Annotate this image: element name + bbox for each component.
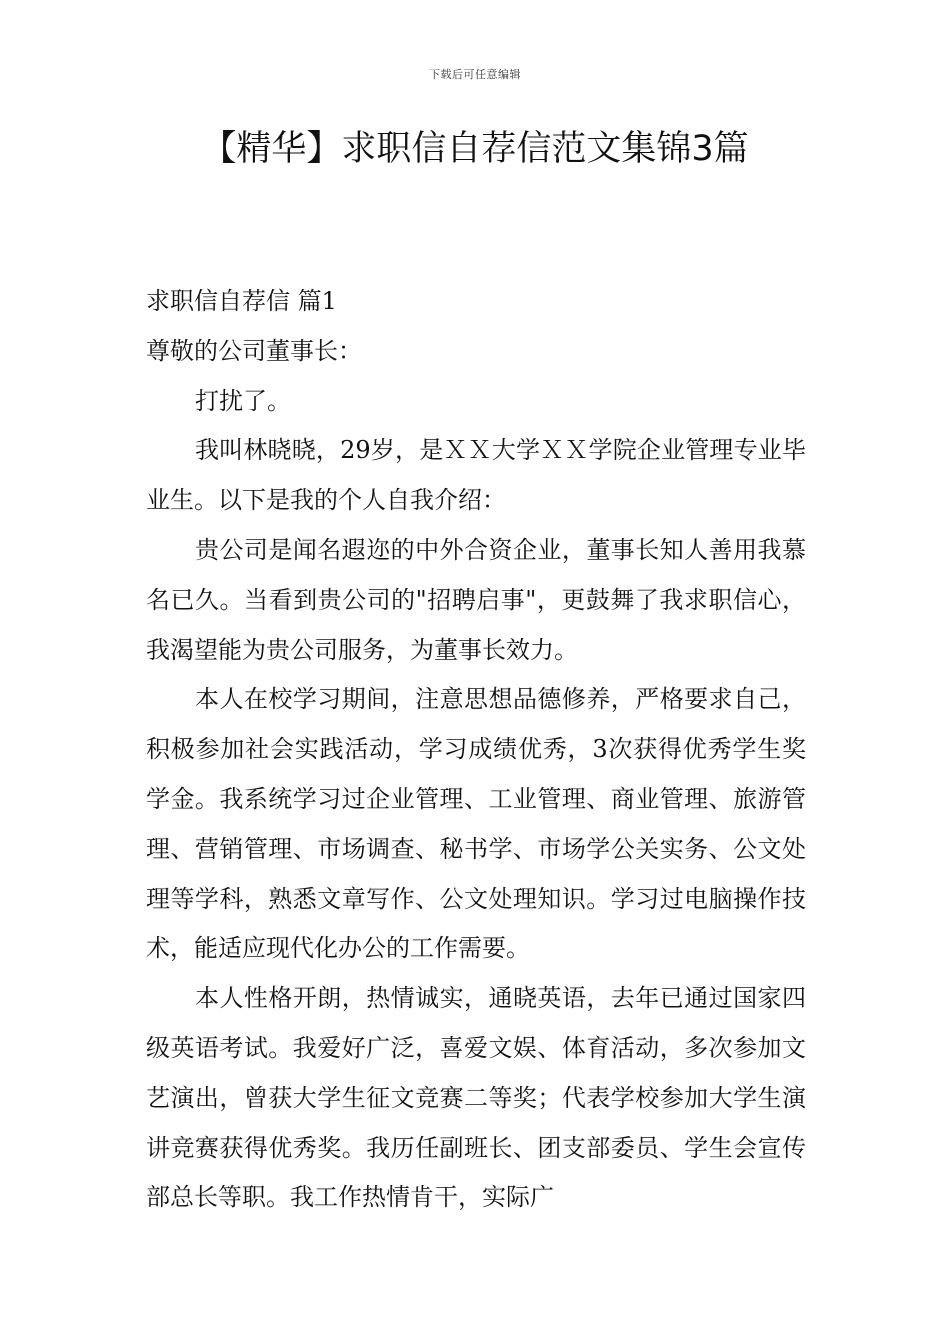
paragraph: 本人在校学习期间，注意思想品德修养，严格要求自己，积极参加社会实践活动，学习成绩优秀，3次获得优秀学生奖学金。我系统学习过企业管理、工业管理、商业管理、旅游管理、营销管理、市场调查、秘书学、市场学公关实务、公文处理等学科，熟悉文章写作、公文处理知识。学习过电脑操作技术，能适应现代化办公的工作需要。 (146, 685, 806, 963)
document-title: 【精华】求职信自荐信范文集锦3篇 (201, 129, 749, 169)
header-note: 下载后可任意编辑 (429, 68, 521, 81)
paragraph: 贵公司是闻名遐迩的中外合资企业，董事长知人善用我慕名已久。当看到贵公司的"招聘启事"，更鼓舞了我求职信心，我渴望能为贵公司服务，为董事长效力。 (146, 535, 806, 664)
document-body (146, 277, 806, 1223)
paragraph: 打扰了。 (195, 386, 291, 415)
salutation: 尊敬的公司董事长： (146, 336, 362, 365)
section-heading: 求职信自荐信 篇1 (146, 287, 337, 315)
paragraph: 本人性格开朗，热情诚实，通晓英语，去年已通过国家四级英语考试。我爱好广泛，喜爱文娱、体育活动，多次参加文艺演出，曾获大学生征文竞赛二等奖；代表学校参加大学生演讲竞赛获得优秀奖。我历任副班长、团支部委员、学生会宣传部总长等职。我工作热情肯干，实际广 (146, 984, 806, 1212)
paragraph: 我叫林晓晓，29岁，是ＸＸ大学ＸＸ学院企业管理专业毕业生。以下是我的个人自我介绍： (146, 436, 806, 515)
